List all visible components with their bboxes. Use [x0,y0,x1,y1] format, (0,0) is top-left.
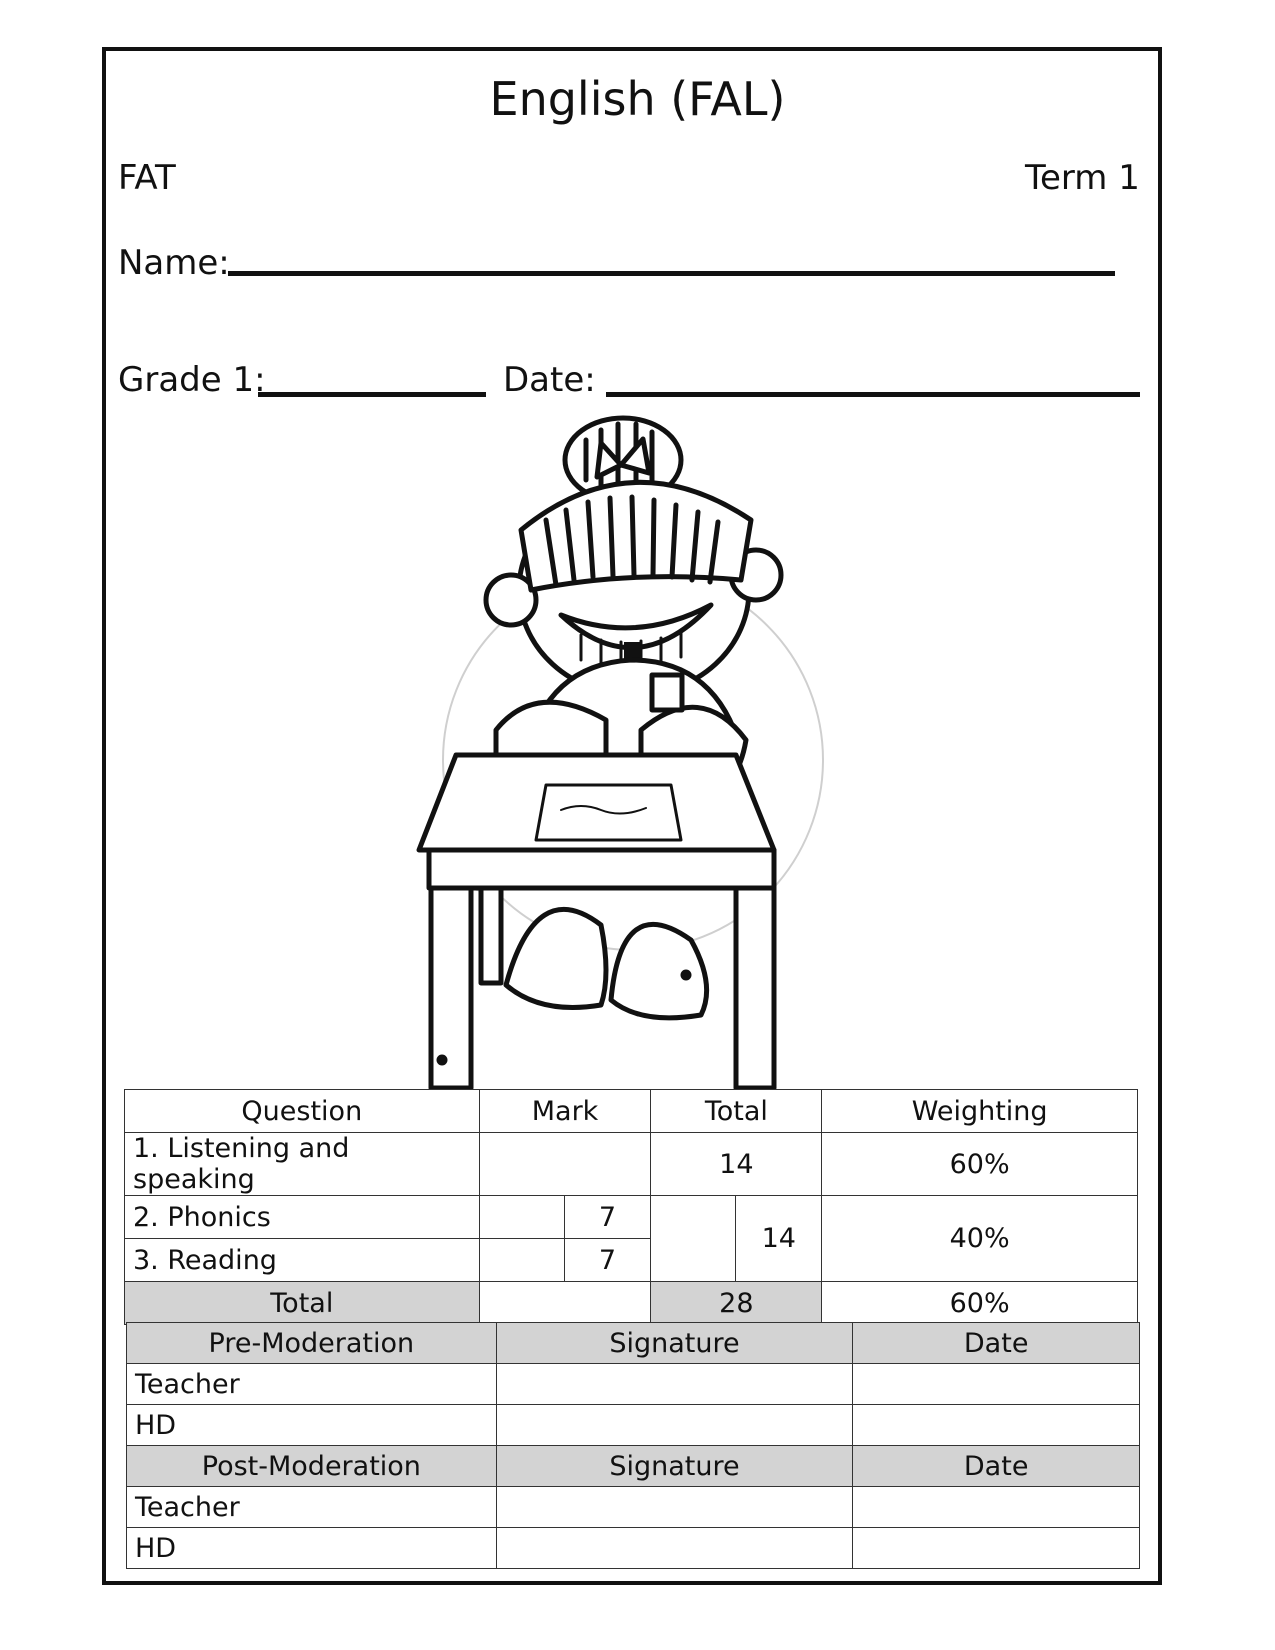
page-title: English (FAL) [489,72,786,126]
total-mark-cell[interactable] [479,1282,651,1325]
group-weighting-cell: 40% [822,1196,1138,1282]
total-cell: 14 [651,1133,822,1196]
signature-cell[interactable] [496,1528,853,1569]
signature-cell[interactable] [496,1364,853,1405]
date-label: Date: [503,360,596,400]
score-table-header [125,1090,1138,1133]
header-mark: Mark [479,1090,651,1133]
header-weighting: Weighting [822,1090,1138,1133]
weighting-cell: 60% [822,1133,1138,1196]
mark-cell[interactable] [479,1239,564,1282]
grade-input-line[interactable] [258,392,486,397]
date-input-line[interactable] [606,392,1140,397]
table-row [125,1196,1138,1239]
mark-cell[interactable] [479,1133,651,1196]
sub-total-cell: 7 [564,1196,651,1239]
table-row [127,1364,1140,1405]
signature-cell[interactable] [496,1487,853,1528]
date-cell[interactable] [853,1364,1140,1405]
pre-moderation-header [127,1323,1140,1364]
table-row [127,1528,1140,1569]
role-cell: HD [127,1528,497,1569]
question-cell: 2. Phonics [125,1196,480,1239]
moderation-table [126,1322,1140,1569]
fat-label: FAT [118,158,176,198]
total-label: Total [125,1282,480,1325]
question-cell: 1. Listening and speaking [125,1133,480,1196]
girl-writing-at-desk-icon [396,410,866,1090]
total-weighting-cell: 60% [822,1282,1138,1325]
header-question: Question [125,1090,480,1133]
name-label: Name: [118,243,230,283]
group-mark-cell[interactable] [651,1196,736,1282]
mark-cell[interactable] [479,1196,564,1239]
date-cell[interactable] [853,1405,1140,1446]
signature-cell[interactable] [496,1405,853,1446]
name-input-line[interactable] [228,271,1115,276]
signature-header: Signature [496,1323,853,1364]
role-cell: HD [127,1405,497,1446]
role-cell: Teacher [127,1487,497,1528]
post-moderation-header [127,1446,1140,1487]
table-row [125,1133,1138,1196]
date-cell[interactable] [853,1487,1140,1528]
term-label: Term 1 [1025,158,1140,198]
table-row [127,1487,1140,1528]
grand-total-cell: 28 [651,1282,822,1325]
question-cell: 3. Reading [125,1239,480,1282]
role-cell: Teacher [127,1364,497,1405]
signature-header: Signature [496,1446,853,1487]
group-total-cell: 14 [736,1196,822,1282]
date-header: Date [853,1323,1140,1364]
date-cell[interactable] [853,1528,1140,1569]
sub-total-cell: 7 [564,1239,651,1282]
post-moderation-title: Post-Moderation [127,1446,497,1487]
score-table [124,1089,1138,1325]
total-row [125,1282,1138,1325]
pre-moderation-title: Pre-Moderation [127,1323,497,1364]
grade-label: Grade 1: [118,360,266,400]
header-total: Total [651,1090,822,1133]
date-header: Date [853,1446,1140,1487]
table-row [127,1405,1140,1446]
